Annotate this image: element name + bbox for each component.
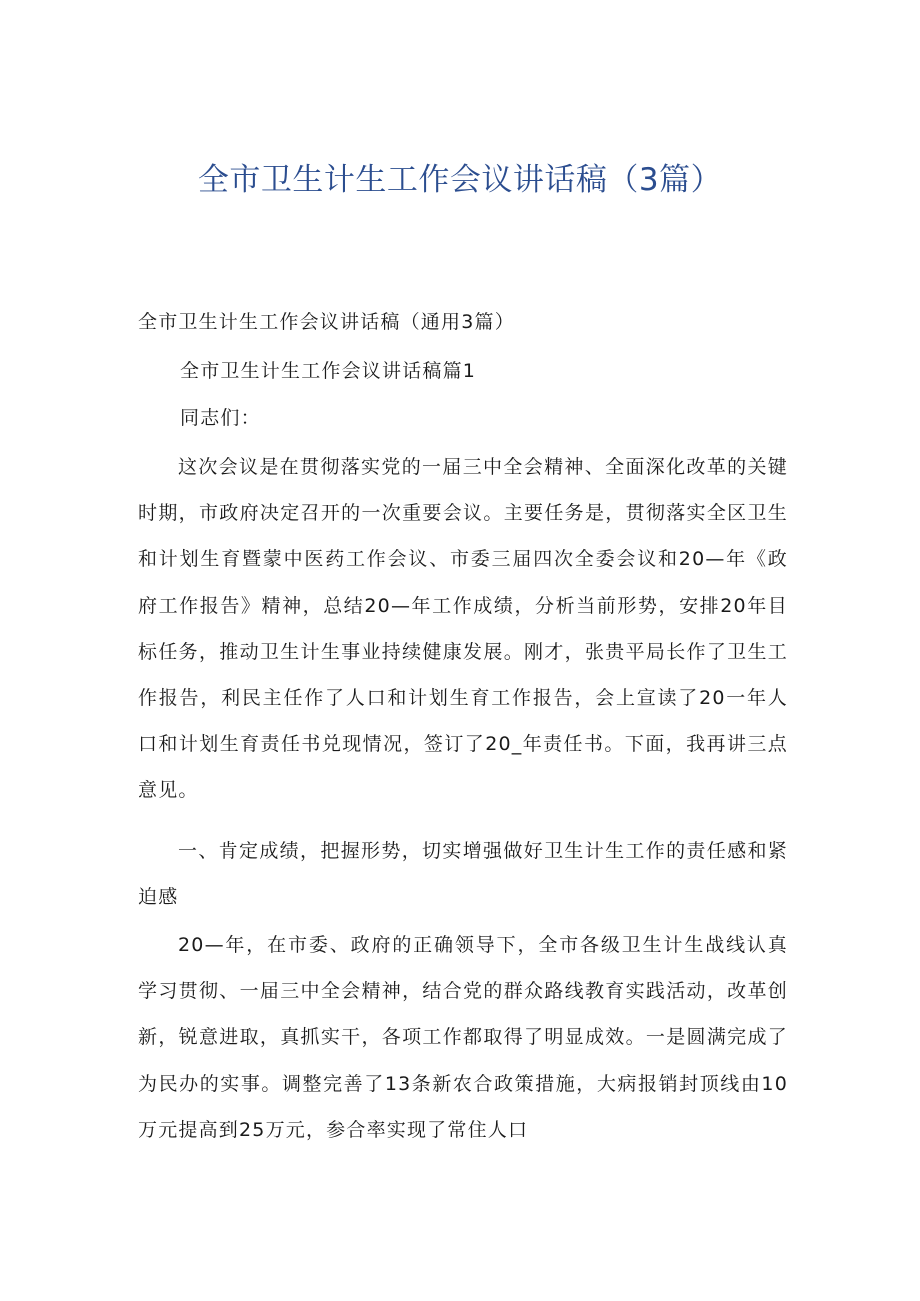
body-paragraph-3: 20—年，在市委、政府的正确领导下，全市各级卫生计生战线认真学习贯彻、一届三中全会精神，结合党的群众路线教育实践活动，改革创新，锐意进取，真抓实干，各项工作都取得了明显成效。一是圆满完成了为民办的实事。调整完善了13条新农合政策措施，大病报销封顶线由10万元提高到25万元，参合率实现了常住人口 bbox=[138, 934, 788, 1141]
body-paragraph-2-heading: 一、肯定成绩，把握形势，切实增强做好卫生计生工作的责任感和紧迫感 bbox=[138, 840, 788, 909]
document-subtitle: 全市卫生计生工作会议讲话稿（通用3篇） bbox=[138, 311, 515, 333]
body-paragraph-1: 这次会议是在贯彻落实党的一届三中全会精神、全面深化改革的关键时期，市政府决定召开的一次重要会议。主要任务是，贯彻落实全区卫生和计划生育暨蒙中医药工作会议、市委三届四次全委会议和20—年《政府工作报告》精神，总结20—年工作成绩，分析当前形势，安排20年目标任务，推动卫生计生事业持续健康发展。刚才，张贵平局长作了卫生工作报告，利民主任作了人口和计划生育工作报告，会上宣读了20一年人口和计划生育责任书兑现情况，签订了20_年责任书。下面，我再讲三点意见。 bbox=[138, 456, 788, 802]
salutation: 同志们： bbox=[180, 407, 261, 429]
document-title: 全市卫生计生工作会议讲话稿（3篇） bbox=[197, 162, 723, 198]
section-heading: 全市卫生计生工作会议讲话稿篇1 bbox=[180, 360, 477, 382]
